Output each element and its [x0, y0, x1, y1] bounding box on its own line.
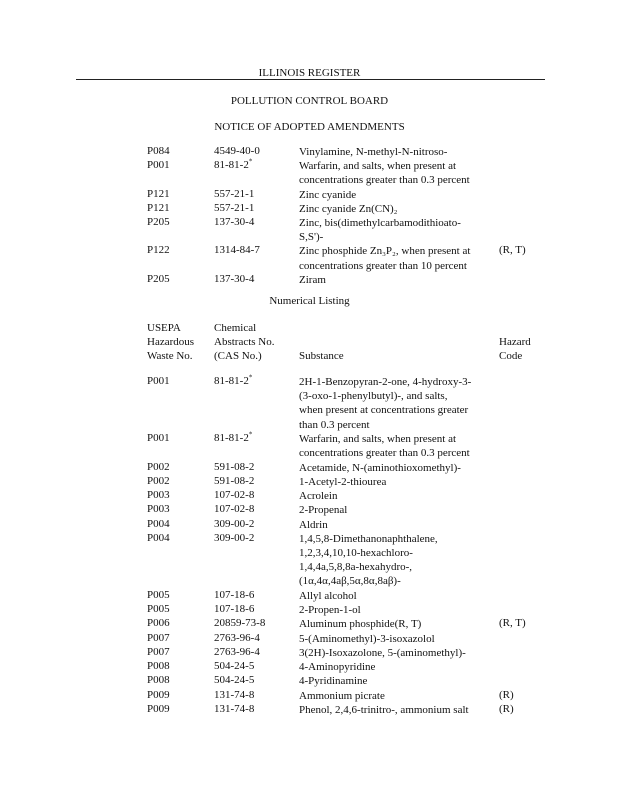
- substance-line: S,S')-: [299, 231, 324, 244]
- waste-number: P003: [147, 489, 170, 501]
- substance-name: [299, 216, 489, 244]
- substance-line: when present at concentrations greater: [299, 404, 469, 417]
- waste-number: P001: [147, 432, 170, 444]
- header-rule: [76, 79, 545, 80]
- waste-number: P084: [147, 145, 170, 157]
- cas-number: 557-21-1: [214, 201, 255, 214]
- cas-number: 81-81-2*: [214, 373, 253, 387]
- substance-line: Vinylamine, N-methyl-N-nitroso-: [299, 146, 448, 158]
- substance-line: Aldrin: [299, 518, 328, 531]
- substance-line: 4-Aminopyridine: [299, 661, 376, 673]
- cas-number: 309-00-2: [214, 531, 255, 544]
- substance-line: than 0.3 percent: [299, 418, 370, 431]
- substance-line: Acrolein: [299, 490, 338, 502]
- substance-line: Warfarin, and salts, when present at: [299, 160, 457, 173]
- cas-number: 504-24-5: [214, 660, 255, 672]
- substance-column-header: Substance: [299, 350, 344, 362]
- numerical-listing-heading: Numerical Listing: [269, 295, 350, 307]
- substance-name: [299, 489, 489, 503]
- waste-number: P009: [147, 688, 170, 701]
- substance-name: [299, 461, 489, 475]
- substance-name: [299, 589, 489, 603]
- cas-number: 107-18-6: [214, 588, 255, 601]
- waste-number: P003: [147, 503, 170, 516]
- substance-name: [299, 617, 489, 631]
- substance-line: Zinc, bis(dimethylcarbamodithioato-: [299, 217, 461, 229]
- cas-number: 309-00-2: [214, 517, 255, 530]
- waste-number: P001: [147, 375, 170, 387]
- hazard-code: (R, T): [499, 244, 526, 257]
- footnote-mark: *: [248, 157, 253, 166]
- substance-name: [299, 188, 489, 202]
- substance-name: [299, 432, 489, 460]
- substance-line: Aluminum phosphide(R, T): [299, 618, 422, 631]
- substance-name: [299, 689, 489, 703]
- substance-line: concentrations greater than 10 percent: [299, 259, 467, 272]
- substance-name: [299, 532, 489, 589]
- waste-number: P001: [147, 159, 170, 172]
- cas-number: 137-30-4: [214, 272, 255, 285]
- waste-number: P004: [147, 531, 170, 544]
- substance-name: [299, 632, 489, 646]
- substance-line: Zinc cyanide: [299, 188, 357, 201]
- waste-number: P121: [147, 201, 170, 214]
- waste-number: P205: [147, 272, 170, 285]
- substance-line: Ziram: [299, 273, 326, 286]
- substance-name: [299, 475, 489, 489]
- substance-name: [299, 273, 489, 287]
- cas-number: 20859-73-8: [214, 617, 266, 630]
- substance-line: (3-oxo-1-phenylbutyl)-, and salts,: [299, 390, 448, 403]
- substance-name: [299, 202, 489, 216]
- cas-number: 591-08-2: [214, 474, 255, 487]
- substance-line: 1,2,3,4,10,10-hexachloro-: [299, 546, 413, 559]
- cas-number: 107-18-6: [214, 603, 255, 615]
- cas-number: 591-08-2: [214, 460, 255, 473]
- substance-name: [299, 703, 489, 717]
- substance-line: Zinc cyanide Zn(CN)₂: [299, 202, 398, 215]
- hazard-column-header: Hazard Code: [499, 336, 531, 362]
- substance-line: Phenol, 2,4,6-trinitro-, ammonium salt: [299, 703, 469, 716]
- substance-name: [299, 375, 489, 432]
- substance-line: 2-Propenal: [299, 504, 348, 517]
- waste-number: P007: [147, 631, 170, 644]
- waste-number: P006: [147, 617, 170, 630]
- substance-name: [299, 159, 489, 187]
- waste-number: P009: [147, 702, 170, 715]
- cas-number: 504-24-5: [214, 674, 255, 687]
- substance-line: 3(2H)-Isoxazolone, 5-(aminomethyl)-: [299, 646, 466, 659]
- cas-number: 131-74-8: [214, 702, 255, 715]
- cas-number: 2763-96-4: [214, 645, 260, 658]
- substance-line: 2H-1-Benzopyran-2-one, 4-hydroxy-3-: [299, 376, 472, 388]
- substance-line: 1,4,5,8-Dimethanonaphthalene,: [299, 532, 438, 545]
- hazard-code: (R, T): [499, 617, 526, 630]
- cas-column-header: Chemical Abstracts No. (CAS No.): [214, 322, 275, 362]
- cas-number: 81-81-2*: [214, 430, 253, 444]
- cas-number: 107-02-8: [214, 503, 255, 516]
- waste-number: P122: [147, 244, 170, 257]
- substance-line: Warfarin, and salts, when present at: [299, 433, 457, 445]
- waste-column-header: USEPA Hazardous Waste No.: [147, 322, 195, 362]
- substance-line: 1-Acetyl-2-thiourea: [299, 475, 387, 488]
- substance-line: concentrations greater than 0.3 percent: [299, 174, 470, 187]
- substance-line: Acetamide, N-(aminothioxomethyl)-: [299, 461, 461, 474]
- substance-line: Ammonium picrate: [299, 689, 385, 702]
- hazard-code: (R): [499, 688, 514, 701]
- substance-name: [299, 503, 489, 517]
- waste-number: P004: [147, 517, 170, 530]
- substance-line: 1,4,4a,5,8,8a-hexahydro-,: [299, 561, 413, 574]
- waste-number: P002: [147, 474, 170, 487]
- substance-name: [299, 244, 489, 272]
- board-title: POLLUTION CONTROL BOARD: [230, 95, 389, 107]
- waste-number: P205: [147, 216, 170, 228]
- substance-line: 5-(Aminomethyl)-3-isoxazolol: [299, 632, 435, 645]
- hazard-code: (R): [499, 702, 514, 715]
- cas-number: 107-02-8: [214, 489, 255, 501]
- substance-line: concentrations greater than 0.3 percent: [299, 447, 470, 460]
- substance-name: [299, 660, 489, 674]
- waste-number: P008: [147, 674, 170, 687]
- register-title: ILLINOIS REGISTER: [258, 67, 361, 79]
- substance-line: 4-Pyridinamine: [299, 675, 368, 688]
- cas-number: 137-30-4: [214, 216, 255, 228]
- cas-number: 2763-96-4: [214, 631, 260, 644]
- footnote-mark: *: [248, 373, 253, 382]
- cas-number: 4549-40-0: [214, 145, 260, 157]
- cas-number: 1314-84-7: [214, 244, 260, 257]
- substance-name: [299, 646, 489, 660]
- substance-line: (1α,4α,4aβ,5α,8α,8aβ)-: [299, 575, 401, 588]
- cas-number: 557-21-1: [214, 187, 255, 200]
- substance-name: [299, 603, 489, 617]
- substance-line: Allyl alcohol: [299, 589, 357, 602]
- notice-title: NOTICE OF ADOPTED AMENDMENTS: [214, 121, 405, 133]
- substance-name: [299, 674, 489, 688]
- waste-number: P002: [147, 460, 170, 473]
- cas-number: 131-74-8: [214, 688, 255, 701]
- waste-number: P005: [147, 603, 170, 615]
- waste-number: P005: [147, 588, 170, 601]
- substance-name: [299, 145, 489, 159]
- waste-number: P121: [147, 187, 170, 200]
- footnote-mark: *: [248, 430, 253, 439]
- substance-name: [299, 518, 489, 532]
- waste-number: P008: [147, 660, 170, 672]
- substance-line: 2-Propen-1-ol: [299, 604, 361, 616]
- waste-number: P007: [147, 645, 170, 658]
- substance-line: Zinc phosphide Zn₃P₂, when present at: [299, 245, 471, 258]
- cas-number: 81-81-2*: [214, 157, 253, 172]
